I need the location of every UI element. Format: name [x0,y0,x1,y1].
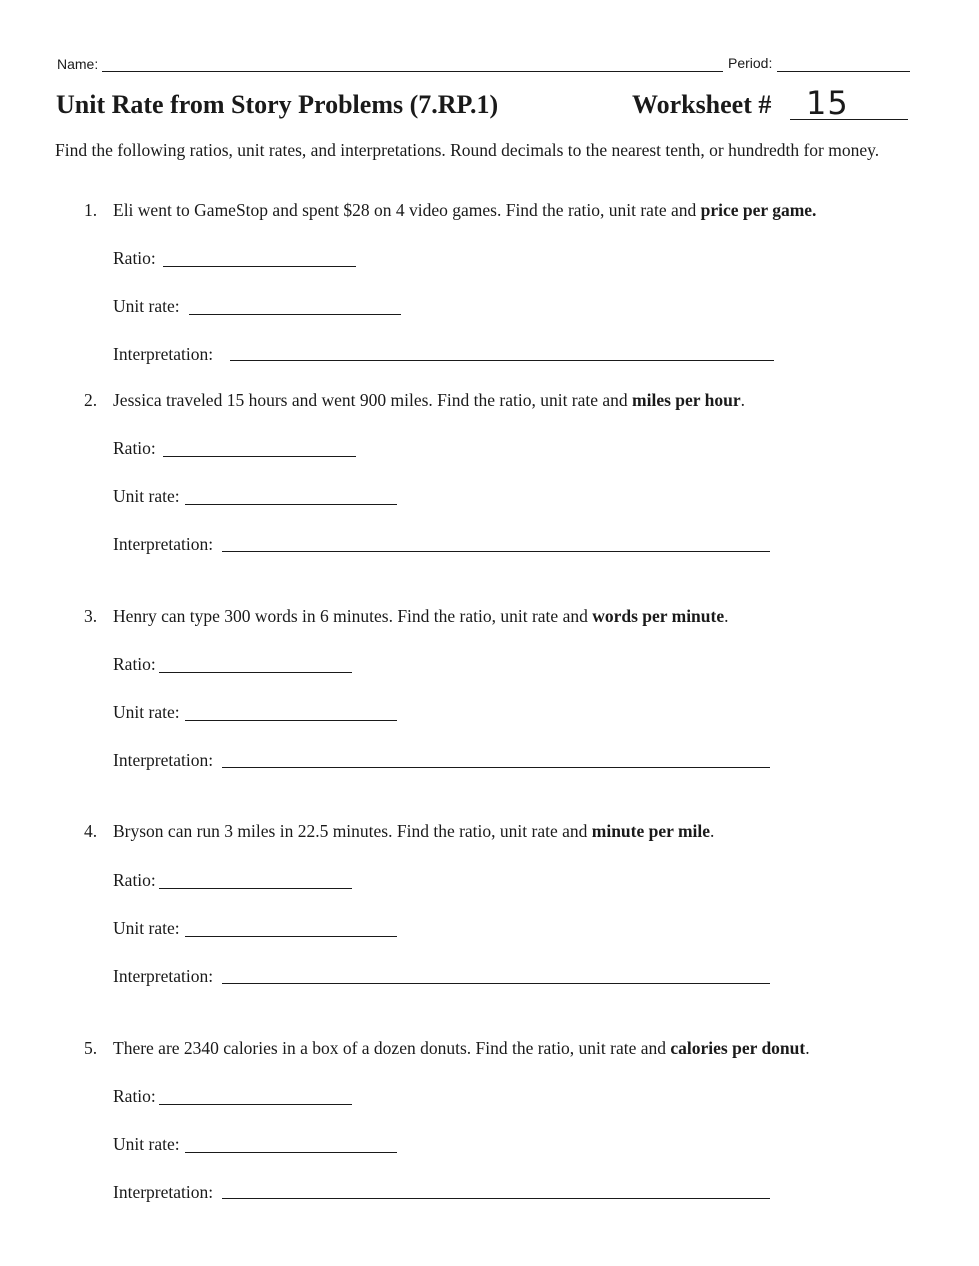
problem-text: Henry can type 300 words in 6 minutes. Find the ratio, unit rate and words per minute. [113,606,729,626]
interpretation-label: Interpretation: [113,1182,214,1202]
problem-text: Bryson can run 3 miles in 22.5 minutes. Find the ratio, unit rate and minute per mile. [113,821,715,841]
worksheet-label: Worksheet # [632,90,772,119]
unit-rate-answer-line[interactable] [185,720,397,721]
ratio-answer-line[interactable] [163,456,356,457]
problem-number: 1. [84,200,98,220]
ratio-answer-line[interactable] [159,888,352,889]
unit-rate-label: Unit rate: [113,1134,180,1154]
problem-number: 2. [84,390,98,410]
worksheet-number: 15 [806,84,849,122]
unit-rate-label: Unit rate: [113,702,180,722]
ratio-answer-line[interactable] [159,672,352,673]
interpretation-label: Interpretation: [113,750,214,770]
problem-number: 5. [84,1038,98,1058]
ratio-label: Ratio: [113,870,156,890]
page-title: Unit Rate from Story Problems (7.RP.1) [56,90,499,119]
period-field[interactable] [777,71,910,72]
unit-rate-answer-line[interactable] [189,314,401,315]
problem-number: 3. [84,606,98,626]
ratio-label: Ratio: [113,248,156,268]
interpretation-label: Interpretation: [113,344,214,364]
name-label: Name: [57,56,99,72]
unit-rate-answer-line[interactable] [185,936,397,937]
problem-text: Jessica traveled 15 hours and went 900 miles. Find the ratio, unit rate and miles per hour. [113,390,745,410]
unit-rate-answer-line[interactable] [185,1152,397,1153]
period-label: Period: [728,55,773,71]
interpretation-label: Interpretation: [113,534,214,554]
instructions: Find the following ratios, unit rates, and interpretations. Round decimals to the nearest tenth, or hundredth for money. [55,140,880,160]
problem-text: Eli went to GameStop and spent $28 on 4 video games. Find the ratio, unit rate and price per game. [113,200,817,220]
unit-rate-label: Unit rate: [113,486,180,506]
problem-number: 4. [84,821,98,841]
interpretation-answer-line[interactable] [222,551,770,552]
interpretation-answer-line[interactable] [222,767,770,768]
ratio-answer-line[interactable] [159,1104,352,1105]
ratio-label: Ratio: [113,1086,156,1106]
interpretation-answer-line[interactable] [222,1198,770,1199]
unit-rate-label: Unit rate: [113,296,180,316]
unit-rate-label: Unit rate: [113,918,180,938]
problem-text: There are 2340 calories in a box of a dozen donuts. Find the ratio, unit rate and calories per donut. [113,1038,810,1058]
interpretation-answer-line[interactable] [230,360,774,361]
interpretation-label: Interpretation: [113,966,214,986]
ratio-label: Ratio: [113,654,156,674]
ratio-label: Ratio: [113,438,156,458]
interpretation-answer-line[interactable] [222,983,770,984]
worksheet-number-line [790,119,908,120]
unit-rate-answer-line[interactable] [185,504,397,505]
name-field[interactable] [102,71,723,72]
ratio-answer-line[interactable] [163,266,356,267]
